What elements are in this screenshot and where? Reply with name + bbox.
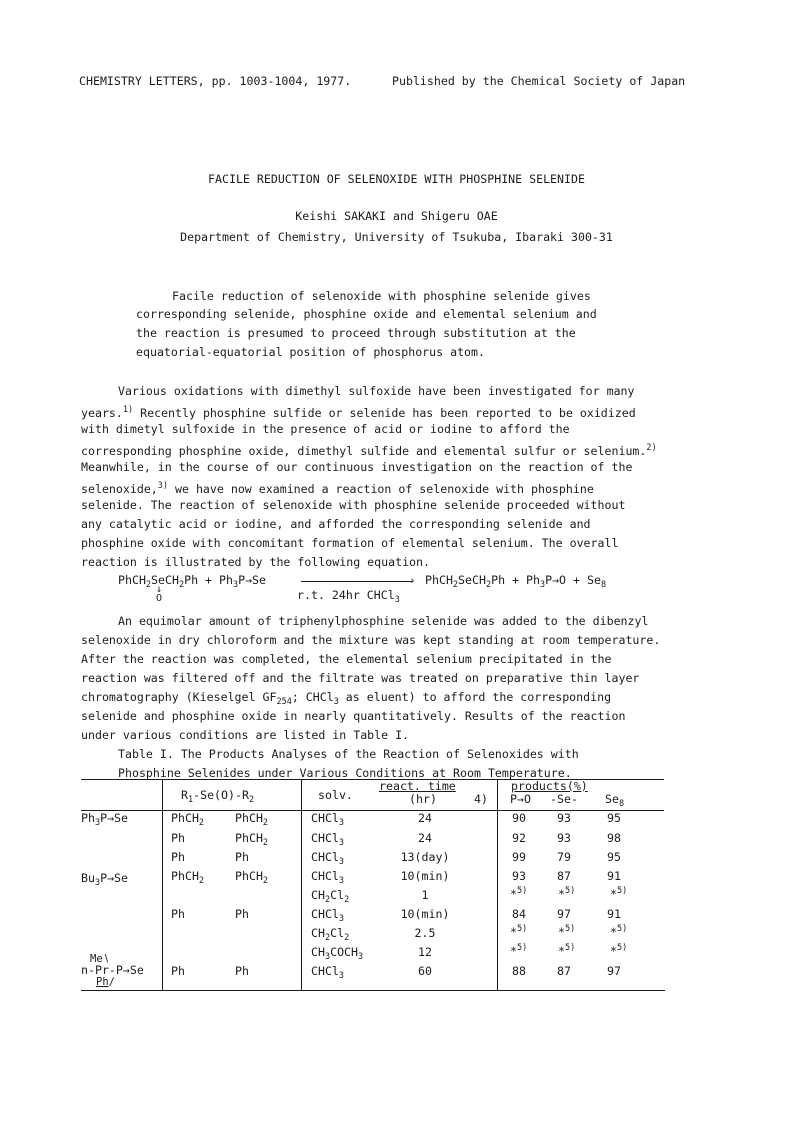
yield-cell: 93 [557, 831, 571, 845]
body-line: selenide. The reaction of selenoxide with phosphine selenide proceeded without [81, 498, 626, 512]
abstract-line: Facile reduction of selenoxide with phosphine selenide gives [172, 289, 591, 303]
yield-cell: 93 [557, 811, 571, 825]
body-line: corresponding phosphine oxide, dimethyl sulfide and elemental sulfur or selenium.$^{2)}$ [81, 443, 657, 458]
footnote-mark: *$^{5)}$ [558, 943, 576, 958]
r2-cell: PhCH$_2$ [235, 869, 269, 886]
body-line: with dimetyl sulfoxide in the presence of acid or iodine to afford the [81, 422, 570, 436]
yield-cell: 91 [607, 907, 621, 921]
footnote-mark: *$^{5)}$ [610, 924, 628, 939]
body-line: selenoxide,$^{3)}$ we have now examined a reaction of selenoxide with phosphine [81, 481, 594, 496]
yield-cell: 97 [607, 964, 621, 978]
footnote-mark: *$^{5)}$ [510, 886, 528, 901]
yield-cell: 97 [557, 907, 571, 921]
r1-cell: PhCH$_2$ [171, 811, 205, 828]
equation-reactants: PhCH$_2$SeCH$_2$Ph + $Ph_3P\to Se$ [118, 573, 267, 590]
r1-cell: Ph [171, 964, 185, 978]
time-cell: 13(day) [400, 850, 450, 864]
table-caption: Table I. The Products Analyses of the Reaction of Selenoxides with [118, 747, 579, 761]
body-line: reaction is illustrated by the following equation. [81, 555, 431, 569]
journal-citation: CHEMISTRY LETTERS, pp. 1003-1004, 1977. [79, 74, 352, 88]
body-line: under various conditions are listed in Table I. [81, 728, 410, 742]
yield-cell: 84 [512, 907, 526, 921]
solvent-cell: CHCl$_3$ [311, 907, 345, 924]
footnote-mark: *$^{5)}$ [610, 943, 628, 958]
table-rule-head [81, 810, 664, 811]
oxide-arrow-icon: ↓ [156, 584, 163, 595]
r2-cell: PhCH$_2$ [235, 831, 269, 848]
yield-cell: 87 [557, 869, 571, 883]
body-line: reaction was filtered off and the filtrate was treated on preparative thin layer [81, 671, 640, 685]
ref-superscript: 3) [157, 481, 169, 491]
yield-cell: 98 [607, 831, 621, 845]
footnote-mark: *$^{5)}$ [558, 886, 576, 901]
body-line: Meanwhile, in the course of our continuous investigation on the reaction of the [81, 460, 633, 474]
body-line: chromatography (Kieselgel $GF_{254}$; CHCl$_3$ as eluent) to afford the corresponding [81, 690, 612, 707]
reagent-triphenylphosphine-selenide: $Ph_3P\to Se$ [81, 811, 129, 828]
body-line: selenide and phosphine oxide in nearly quantitatively. Results of the reaction [81, 709, 626, 723]
footnote-mark: *$^{5)}$ [558, 924, 576, 939]
reaction-conditions: r.t. 24hr CHCl$_3$ [297, 588, 400, 605]
header-substrate: $R_1-Se(O)-R_2$ [181, 788, 255, 805]
yield-cell: 91 [607, 869, 621, 883]
paper-authors: Keishi SAKAKI and Shigeru OAE [295, 209, 498, 223]
solvent-cell: CHCl$_3$ [311, 831, 345, 848]
reaction-arrow-icon [301, 581, 413, 582]
r1-cell: Ph [171, 850, 185, 864]
yield-cell: 95 [607, 811, 621, 825]
header-selenide: -Se- [550, 792, 578, 806]
ref-superscript: 2) [646, 443, 657, 453]
time-cell: 12 [418, 945, 432, 959]
time-cell: 10(min) [400, 907, 450, 921]
abstract-line: the reaction is presumed to proceed through substitution at the [136, 326, 576, 340]
yield-cell: 95 [607, 850, 621, 864]
table-col-divider [301, 779, 302, 990]
footnote-mark: *$^{5)}$ [510, 924, 528, 939]
header-solvent: solv. [318, 788, 353, 802]
time-cell: 1 [421, 888, 429, 902]
solvent-cell: CHCl$_3$ [311, 964, 345, 981]
yield-cell: 88 [512, 964, 526, 978]
r2-cell: PhCH$_2$ [235, 811, 269, 828]
body-line: phosphine oxide with concomitant formation of elemental selenium. The overall [81, 536, 619, 550]
paper-title: FACILE REDUCTION OF SELENOXIDE WITH PHOSPHINE SELENIDE [208, 172, 585, 186]
reagent-tributylphosphine-selenide: $Bu_3P\to Se$ [81, 871, 129, 888]
abstract-line: equatorial-equatorial position of phosphorus atom. [136, 345, 486, 359]
header-time-unit: (hr) [409, 792, 437, 806]
solvent-cell: CHCl$_3$ [311, 850, 345, 867]
header-products: products(%) [511, 779, 588, 793]
table-col-divider [162, 779, 163, 990]
yield-cell: 93 [512, 869, 526, 883]
abstract-line: corresponding selenide, phosphine oxide and elemental selenium and [136, 307, 597, 321]
time-cell: 24 [418, 831, 432, 845]
r1-cell: Ph [171, 831, 185, 845]
solvent-cell: CHCl$_3$ [311, 811, 345, 828]
table-rule-bottom [81, 990, 665, 991]
r2-cell: Ph [235, 850, 249, 864]
body-line: An equimolar amount of triphenylphosphine selenide was added to the dibenzyl [118, 614, 649, 628]
r2-cell: Ph [235, 907, 249, 921]
r1-cell: PhCH$_2$ [171, 869, 205, 886]
yield-cell: 79 [557, 850, 571, 864]
header-selenium: $Se_8$ [605, 792, 625, 809]
equation-products: PhCH$_2$SeCH$_2$Ph + $Ph_3P\to O + Se_8$ [425, 573, 607, 590]
time-cell: 24 [418, 811, 432, 825]
header-time-note: 4) [474, 792, 488, 806]
oxide-oxygen: O [156, 593, 163, 604]
yield-cell: 92 [512, 831, 526, 845]
body-line: selenoxide in dry chloroform and the mixture was kept standing at room temperature. [81, 633, 661, 647]
header-time: react. time [379, 779, 456, 793]
time-cell: 60 [418, 964, 432, 978]
publisher-line: Published by the Chemical Society of Japan [392, 74, 686, 88]
footnote-mark: *$^{5)}$ [510, 943, 528, 958]
yield-cell: 90 [512, 811, 526, 825]
reagent-npropyl-phosphine-selenide: n-Pr-P→Se [81, 963, 144, 977]
reagent-phenyl: Ph∕ [96, 976, 115, 988]
solvent-cell: $CH_3COCH_3$ [311, 945, 364, 962]
table-col-divider [497, 779, 498, 990]
ref-superscript: 1) [122, 405, 134, 415]
table-caption: Phosphine Selenides under Various Conditions at Room Temperature. [118, 766, 572, 780]
header-phosphine-oxide: P→O [510, 792, 531, 806]
r2-cell: Ph [235, 964, 249, 978]
body-line: After the reaction was completed, the elemental selenium precipitated in the [81, 652, 612, 666]
yield-cell: 99 [512, 850, 526, 864]
reagent-methyl: Me∖ [90, 953, 110, 965]
solvent-cell: $CH_2Cl_2$ [311, 888, 350, 905]
time-cell: 10(min) [400, 869, 450, 883]
r1-cell: Ph [171, 907, 185, 921]
solvent-cell: CHCl$_3$ [311, 869, 345, 886]
yield-cell: 87 [557, 964, 571, 978]
body-line: Various oxidations with dimethyl sulfoxide have been investigated for many [118, 384, 635, 398]
solvent-cell: $CH_2Cl_2$ [311, 926, 350, 943]
body-line: any catalytic acid or iodine, and afforded the corresponding selenide and [81, 517, 591, 531]
time-cell: 2.5 [414, 926, 436, 940]
body-line: years.$^{1)}$ Recently phosphine sulfide or selenide has been reported to be oxidized [81, 405, 636, 420]
paper-affiliation: Department of Chemistry, University of Tsukuba, Ibaraki 300-31 [180, 230, 613, 244]
footnote-mark: *$^{5)}$ [610, 886, 628, 901]
arrow-head-icon: › [409, 574, 416, 587]
